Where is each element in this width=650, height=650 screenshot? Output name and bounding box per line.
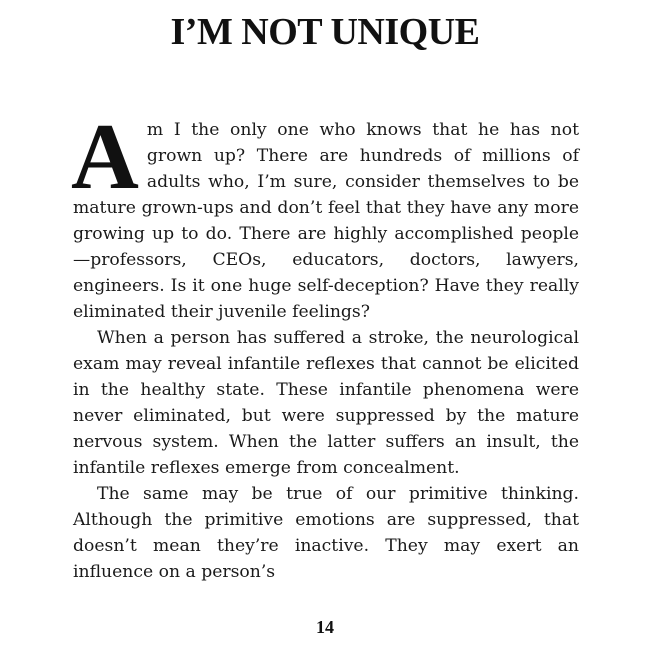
body-text (71, 105, 579, 585)
paragraph-3: The same may be true of our primitive thinking. Although the primitive emotions are suppressed, that doesn’t mean they’re inactive. They may exert an influence on a person’s (73, 484, 579, 582)
page-number: 14 (316, 617, 334, 637)
paragraph-1 (71, 105, 579, 325)
chapter-title: I’M NOT UNIQUE (170, 11, 480, 53)
paragraph-1-text: m I the only one who knows that he has not grown up? There are hundreds of millions of adults who, I’m sure, consider themselves to be mature grown-ups and don’t feel that they have any more growing up to do. There are highly accomplished people—professors, CEOs, educators, doctors, lawyers, engineers. Is it one huge self-deception? Have they really eliminated their juvenile feelings? (73, 120, 579, 322)
drop-cap: A (71, 105, 139, 209)
paragraph-2: When a person has suffered a stroke, the neurological exam may reveal infantile reflexes that cannot be elicited in the healthy state. These infantile phenomena were never eliminated, but were suppressed by the mature nervous system. When the latter suffers an insult, the infantile reflexes emerge from concealment. (73, 328, 579, 478)
